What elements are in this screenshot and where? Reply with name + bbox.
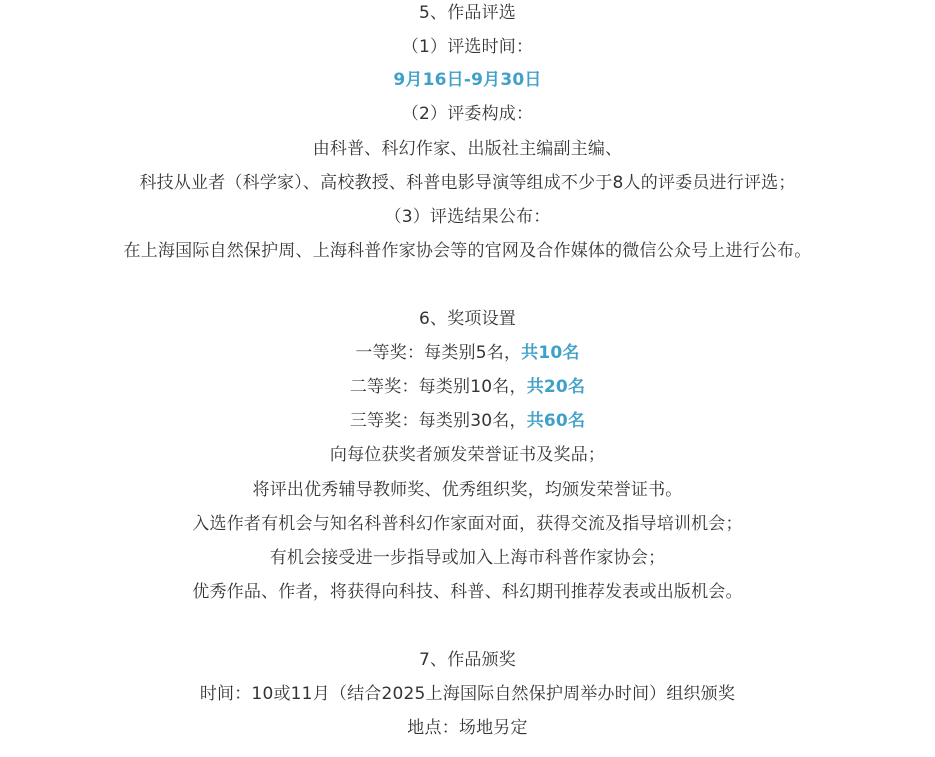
awards-note-1: 向每位获奖者颁发荣誉证书及奖品； [329,445,606,465]
judging-panel-label: （2）评委构成： [401,104,534,124]
judging-time-value: 9月16日-9月30日 [393,70,542,90]
section-6-heading: 6、奖项设置 [418,309,517,329]
judging-time-label: （1）评选时间： [401,37,534,57]
first-prize-text: 一等奖：每类别5名， [355,343,522,363]
section-5-heading: 5、作品评选 [418,3,517,23]
third-prize-text: 三等奖：每类别30名， [349,411,527,431]
judging-panel-line-1: 由科普、科幻作家、出版社主编副主编、 [312,139,623,159]
third-prize-line [0,410,935,432]
judging-results-label: （3）评选结果公布： [384,207,551,227]
judging-results-text: 在上海国际自然保护周、上海科普作家协会等的官网及合作媒体的微信公众号上进行公布。 [123,241,812,261]
second-prize-total: 共20名 [526,377,586,397]
awards-note-3: 入选作者有机会与知名科普科幻作家面对面，获得交流及指导培训机会； [192,514,743,534]
ceremony-time: 时间：10或11月（结合2025上海国际自然保护周举办时间）组织颁奖 [199,684,736,704]
judging-panel-line-2: 科技从业者（科学家）、高校教授、科普电影导演等组成不少于8人的评委员进行评选； [139,173,796,193]
awards-note-4: 有机会接受进一步指导或加入上海市科普作家协会； [269,548,666,568]
second-prize-text: 二等奖：每类别10名， [349,377,527,397]
third-prize-total: 共60名 [526,411,586,431]
first-prize-line [0,342,935,364]
awards-note-2: 将评出优秀辅导教师奖、优秀组织奖，均颁发荣誉证书。 [252,480,683,500]
ceremony-place: 地点：场地另定 [407,718,528,738]
second-prize-line [0,376,935,398]
first-prize-total: 共10名 [521,343,580,363]
awards-note-5: 优秀作品、作者，将获得向科技、科普、科幻期刊推荐发表或出版机会。 [192,582,743,602]
section-7-heading: 7、作品颁奖 [418,650,517,670]
